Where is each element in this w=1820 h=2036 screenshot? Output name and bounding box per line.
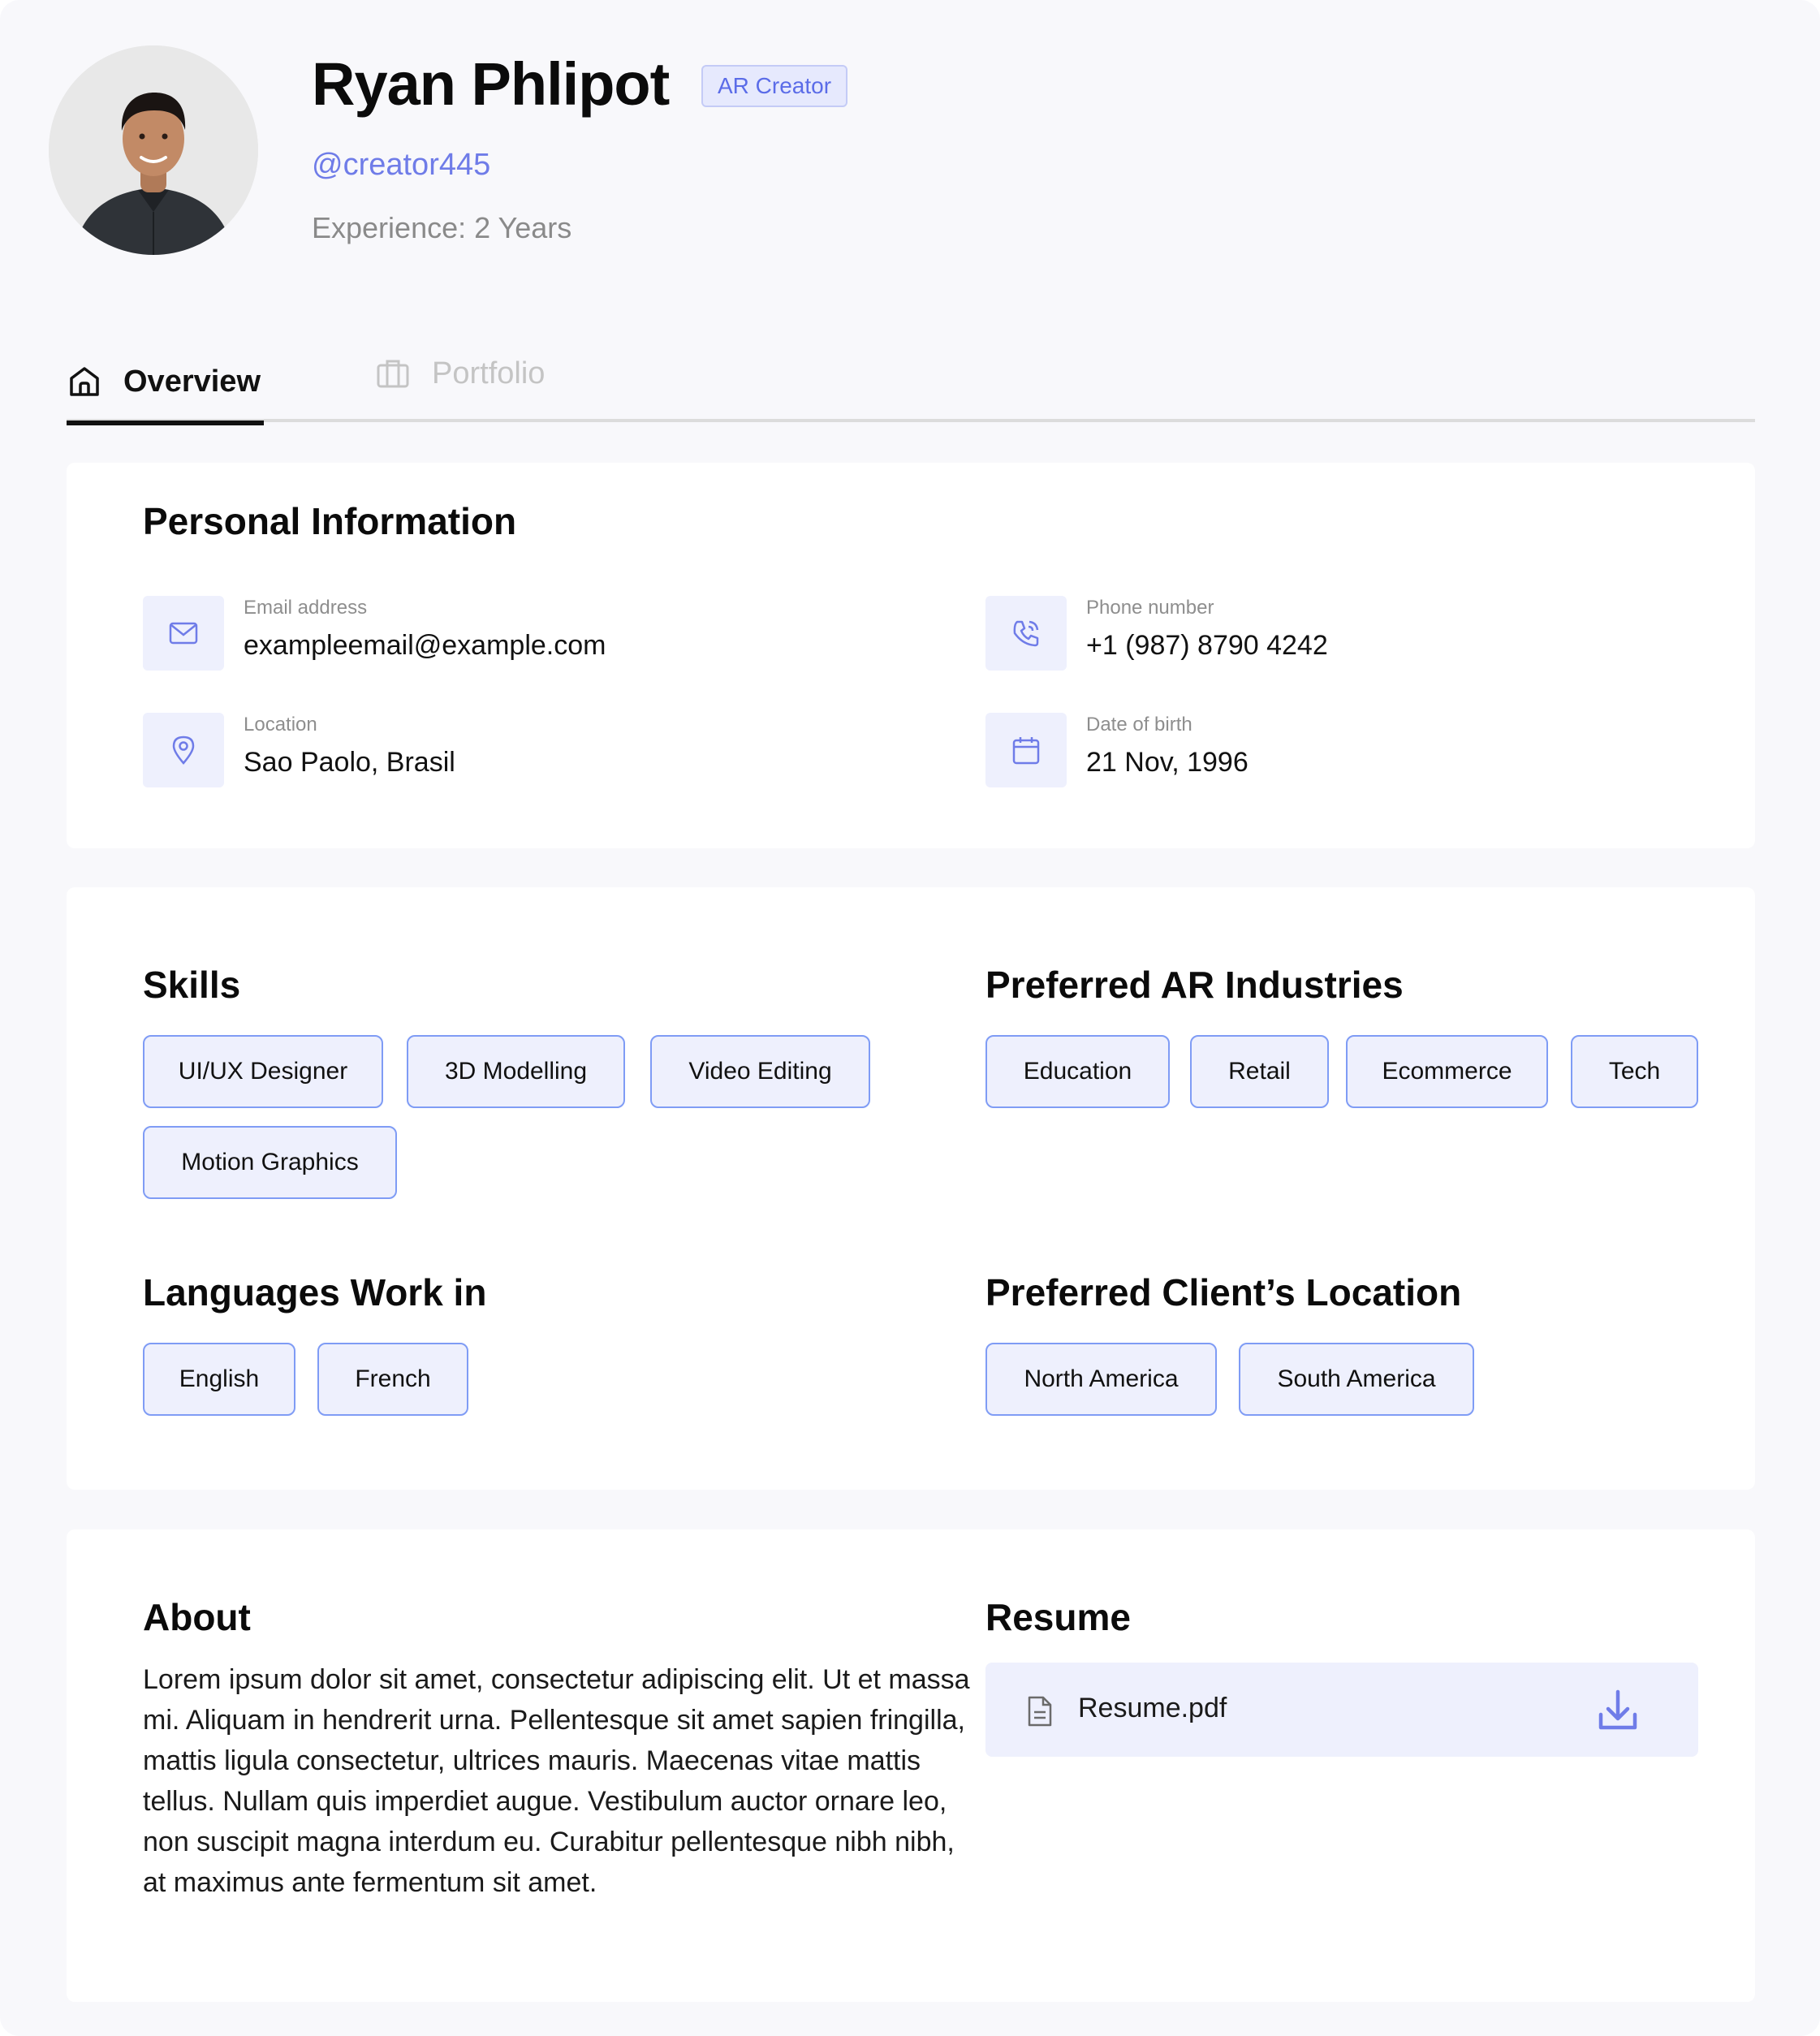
phone-label: Phone number xyxy=(1086,597,1214,619)
skill-chip[interactable]: 3D Modelling xyxy=(407,1035,625,1108)
resume-file-row[interactable] xyxy=(985,1663,1698,1757)
skills-title: Skills xyxy=(143,964,241,1006)
personal-information-card xyxy=(67,463,1755,848)
personal-information-title: Personal Information xyxy=(143,500,517,542)
avatar xyxy=(49,45,258,255)
location-info xyxy=(143,713,873,787)
profile-experience: Experience: 2 Years xyxy=(312,211,572,244)
tab-bar xyxy=(67,341,1755,422)
download-icon[interactable] xyxy=(1594,1687,1641,1734)
client-location-chip[interactable]: South America xyxy=(1239,1343,1474,1416)
email-label: Email address xyxy=(244,597,368,619)
dob-info xyxy=(985,713,1716,787)
industries-title: Preferred AR Industries xyxy=(985,964,1404,1006)
resume-title: Resume xyxy=(985,1596,1131,1638)
tab-overview-label: Overview xyxy=(123,364,261,399)
language-chip[interactable]: French xyxy=(317,1343,468,1416)
tab-portfolio[interactable] xyxy=(375,333,570,414)
file-icon xyxy=(1026,1695,1054,1728)
phone-value[interactable]: +1 (987) 8790 4242 xyxy=(1086,630,1328,661)
mail-icon xyxy=(167,617,200,649)
industry-chip[interactable]: Ecommerce xyxy=(1346,1035,1548,1108)
industry-chip[interactable]: Tech xyxy=(1571,1035,1698,1108)
email-value[interactable]: exampleemail@example.com xyxy=(244,630,606,661)
tab-overview[interactable] xyxy=(67,341,264,422)
resume-file-name: Resume.pdf xyxy=(1078,1693,1227,1723)
dob-label: Date of birth xyxy=(1086,714,1192,735)
client-locations-title: Preferred Client’s Location xyxy=(985,1271,1462,1313)
briefcase-icon xyxy=(375,356,411,391)
role-badge: AR Creator xyxy=(701,65,847,107)
location-value: Sao Paolo, Brasil xyxy=(244,747,455,778)
about-title: About xyxy=(143,1596,251,1638)
skill-chip[interactable]: UI/UX Designer xyxy=(143,1035,383,1108)
skill-chip[interactable]: Video Editing xyxy=(650,1035,870,1108)
dob-value: 21 Nov, 1996 xyxy=(1086,747,1249,778)
profile-handle[interactable]: @creator445 xyxy=(312,148,491,182)
skills-card xyxy=(67,887,1755,1490)
home-icon xyxy=(67,364,102,399)
client-location-chip[interactable]: North America xyxy=(985,1343,1217,1416)
map-pin-icon xyxy=(167,734,200,766)
skill-chip[interactable]: Motion Graphics xyxy=(143,1126,397,1199)
tab-portfolio-label: Portfolio xyxy=(432,356,546,390)
about-card xyxy=(67,1529,1755,2002)
calendar-icon xyxy=(1010,734,1042,766)
location-label: Location xyxy=(244,714,317,735)
phone-info xyxy=(985,596,1716,671)
industry-chip[interactable]: Retail xyxy=(1190,1035,1329,1108)
language-chip[interactable]: English xyxy=(143,1343,295,1416)
profile-name: Ryan Phlipot xyxy=(312,50,670,118)
languages-title: Languages Work in xyxy=(143,1271,487,1313)
about-text: Lorem ipsum dolor sit amet, consectetur adipiscing elit. Ut et massa mi. Aliquam in hendrerit urna. Pellentesque sit amet sapien fringilla, mattis ligula consectetur, ultrices mauris. Maecenas vitae mattis tellus. Nullam quis imperdiet augue. Vestibulum auctor ornare leo, non suscipit magna interdum eu. Curabitur pellentesque nibh nibh, at maximus ante fermentum sit amet. xyxy=(143,1664,970,1898)
industry-chip[interactable]: Education xyxy=(985,1035,1170,1108)
email-info xyxy=(143,596,873,671)
phone-icon xyxy=(1010,617,1042,649)
